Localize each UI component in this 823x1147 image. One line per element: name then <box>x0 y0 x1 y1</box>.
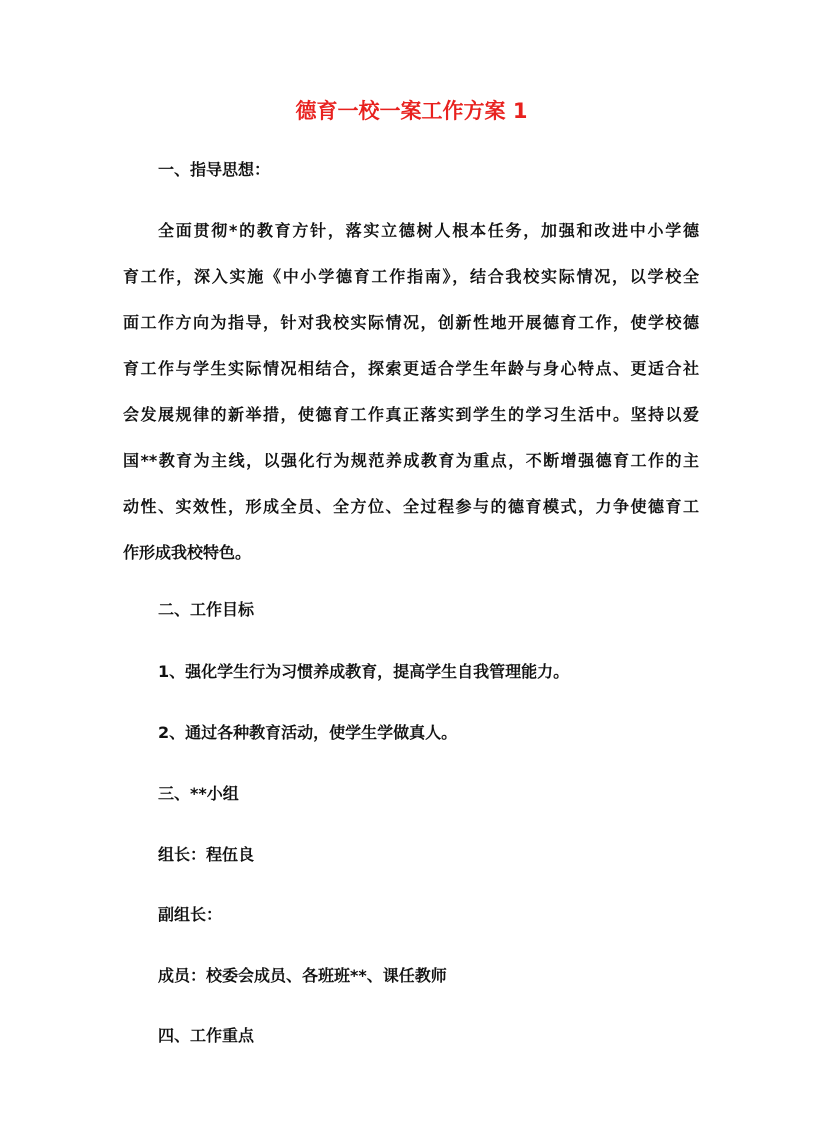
goal-item-1: 1、强化学生行为习惯养成教育，提高学生自我管理能力。 <box>158 662 570 681</box>
goal-item-2: 2、通过各种教育活动，使学生学做真人。 <box>158 723 458 742</box>
section-heading-group: 三、**小组 <box>158 784 239 803</box>
paragraph-line: 育工作，深入实施《中小学德育工作指南》，结合我校实际情况，以学校全 <box>123 267 699 286</box>
section-heading-work-goals: 二、工作目标 <box>158 600 255 619</box>
group-deputy-leader: 副组长： <box>158 905 223 924</box>
group-leader: 组长：程伍良 <box>158 845 255 864</box>
section-heading-guiding-ideology: 一、指导思想： <box>158 160 271 179</box>
paragraph-line: 作形成我校特色。 <box>123 543 252 562</box>
paragraph-line: 动性、实效性，形成全员、全方位、全过程参与的德育模式，力争使德育工 <box>123 497 699 516</box>
section-heading-work-focus: 四、工作重点 <box>158 1026 255 1045</box>
paragraph-line: 育工作与学生实际情况相结合，探索更适合学生年龄与身心特点、更适合社 <box>123 359 699 378</box>
paragraph-line: 面工作方向为指导，针对我校实际情况，创新性地开展德育工作，使学校德 <box>123 313 699 332</box>
paragraph-line: 会发展规律的新举措，使德育工作真正落实到学生的学习生活中。坚持以爱 <box>123 405 699 424</box>
group-members: 成员：校委会成员、各班班**、课任教师 <box>158 966 447 985</box>
paragraph-line: 全面贯彻*的教育方针，落实立德树人根本任务，加强和改进中小学德 <box>158 221 699 240</box>
document-title: 德育一校一案工作方案 1 <box>295 99 528 123</box>
paragraph-line: 国**教育为主线，以强化行为规范养成教育为重点，不断增强德育工作的主 <box>123 451 699 470</box>
